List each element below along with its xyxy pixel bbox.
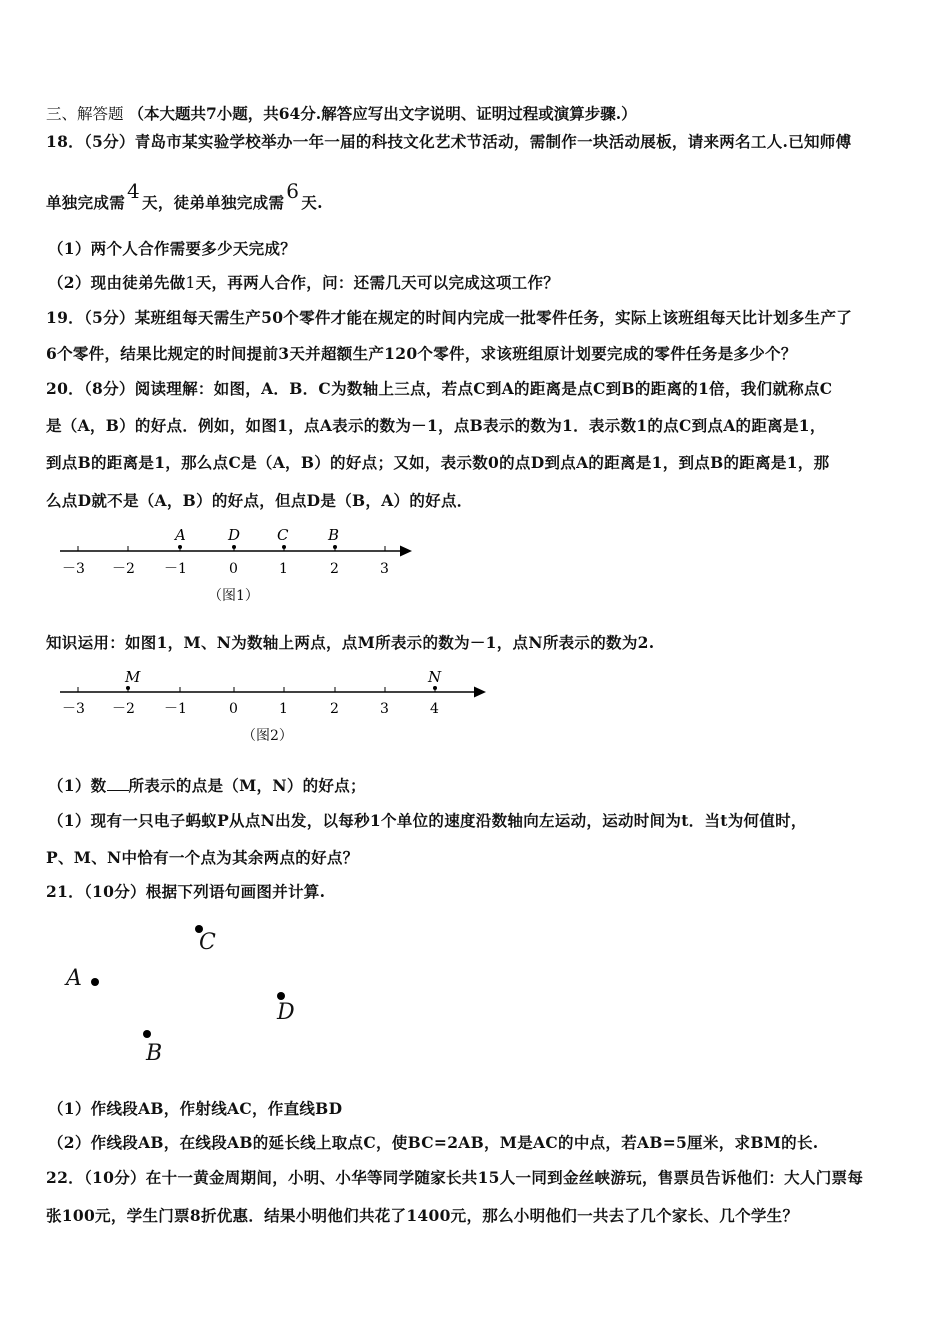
- section-heading: 三、解答题: [46, 105, 124, 123]
- q20-sub1-b: 所表示的点是（M，N）的好点；: [128, 776, 366, 795]
- point-1-b-dot: [333, 545, 337, 549]
- tick-label-2-0: 0: [229, 701, 238, 717]
- number-line-figure-2: [60, 668, 486, 717]
- tick-label-1-3: 3: [380, 561, 389, 577]
- q22-line2: 张100元，学生门票8折优惠．结果小明他们共花了1400元，那么小明他们一共去了几个家长、几个学生？: [46, 1206, 799, 1225]
- q21-sub2: （2）作线段AB，在线段AB的延长线上取点C，使BC=2AB，M是AC的中点，若AB=5厘米，求BM的长.: [48, 1133, 819, 1152]
- tick-label-1-1: 1: [279, 561, 288, 577]
- point-1-a-dot: [178, 545, 182, 549]
- q20-line3: 到点B的距离是1，那么点C是（A，B）的好点；又如，表示数0的点D到点A的距离是1，到点B的距离是1，那: [46, 453, 830, 472]
- tick-label-2-4: 4: [430, 701, 439, 717]
- geo-label-b: B: [146, 1041, 163, 1066]
- q22-line1: 22．（10分）在十一黄金周期间，小明、小华等同学随家长共15人一同到金丝峡游玩，售票员告诉他们：大人门票每: [46, 1168, 864, 1187]
- point-2-m-dot: [126, 686, 130, 690]
- axis-arrow-1: [400, 546, 412, 557]
- q18-text-c: 天.: [301, 193, 323, 212]
- tick-label-2-neg1: －1: [164, 701, 187, 717]
- q18-text-b: 天，徒弟单独完成需: [142, 193, 285, 212]
- point-label-c: C: [277, 526, 289, 544]
- point-1-d-dot: [232, 545, 236, 549]
- q20-sub2-line2: P、M、N中恰有一个点为其余两点的好点？: [46, 848, 359, 867]
- figure-1-caption: （图1）: [208, 588, 259, 604]
- tick-label-2-neg2: －2: [112, 701, 135, 717]
- tick-label-2-1: 1: [279, 701, 288, 717]
- figure-2-caption: （图2）: [242, 728, 293, 744]
- point-d-dot: [277, 992, 285, 1000]
- point-label-d: D: [228, 526, 241, 544]
- q21-sub1: （1）作线段AB，作射线AC，作直线BD: [48, 1099, 343, 1118]
- tick-label-1-0: 0: [229, 561, 238, 577]
- tick-label-2-2: 2: [330, 701, 339, 717]
- tick-label-1-neg3: －3: [62, 561, 85, 577]
- q18-sub2-b: 天，再两人合作，问：还需几天可以完成这项工作？: [195, 273, 560, 292]
- point-1-c-dot: [282, 545, 286, 549]
- point-b-dot: [143, 1030, 151, 1038]
- geo-label-a: A: [66, 966, 82, 991]
- q20-sub2-line1: （1）现有一只电子蚂蚁P从点N出发，以每秒1个单位的速度沿数轴向左运动，运动时间为t．当t为何值时，: [48, 811, 807, 830]
- q18-line1: 18．（5分）青岛市某实验学校举办一年一届的科技文化艺术节活动，需制作一块活动展板，请来两名工人.已知师傅: [46, 132, 852, 151]
- geo-label-c: C: [199, 930, 216, 955]
- tick-label-2-neg3: －3: [62, 701, 85, 717]
- q19-line1: 19．（5分）某班组每天需生产50个零件才能在规定的时间内完成一批零件任务，实际上该班组每天比计划多生产了: [46, 308, 853, 327]
- q20-knowledge: 知识运用：如图1，M、N为数轴上两点，点M所表示的数为－1，点N所表示的数为2.: [46, 633, 655, 652]
- geo-label-d: D: [277, 1000, 295, 1025]
- q20-sub1: [48, 774, 366, 796]
- q20-sub1-a: （1）数: [48, 776, 107, 795]
- tick-label-1-neg2: －2: [112, 561, 135, 577]
- q20-line4: 么点D就不是（A，B）的好点，但点D是（B，A）的好点．: [46, 491, 473, 510]
- point-a-dot: [91, 978, 99, 986]
- q18-text-a: 单独完成需: [46, 193, 126, 212]
- q21-line1: 21．（10分）根据下列语句画图并计算.: [46, 882, 326, 901]
- point-2-n-dot: [433, 686, 437, 690]
- q20-line1: 20．（8分）阅读理解：如图，A．B．C为数轴上三点，若点C到A的距离是点C到B的距离的1倍，我们就称点C: [46, 379, 833, 398]
- tick-label-1-2: 2: [330, 561, 339, 577]
- answer-blank: [107, 776, 129, 791]
- q20-line2: 是（A，B）的好点．例如，如图1，点A表示的数为－1，点B表示的数为1．表示数1的点C到点A的距离是1，: [46, 416, 826, 435]
- section-note: （本大题共7小题，共64分.解答应写出文字说明、证明过程或演算步骤.）: [128, 104, 637, 123]
- q19-line2: 6个零件，结果比规定的时间提前3天并超额生产120个零件，求该班组原计划要完成的零件任务是多少个？: [46, 344, 797, 363]
- point-label-a: A: [175, 526, 186, 544]
- point-label-b: B: [328, 526, 340, 544]
- point-label-m: M: [125, 668, 141, 686]
- q18-sub2-a: （2）现由徒弟先做: [48, 273, 186, 292]
- axis-arrow-2: [474, 687, 486, 698]
- q18-sub2-num: 1: [185, 274, 196, 292]
- q18-number-6: 6: [286, 179, 300, 203]
- number-line-figure-1: [60, 526, 412, 577]
- q18-sub1: （1）两个人合作需要多少天完成？: [48, 239, 297, 258]
- tick-label-2-3: 3: [380, 701, 389, 717]
- tick-label-1-neg1: －1: [164, 561, 187, 577]
- q18-number-4: 4: [127, 179, 141, 203]
- point-label-n: N: [428, 668, 442, 686]
